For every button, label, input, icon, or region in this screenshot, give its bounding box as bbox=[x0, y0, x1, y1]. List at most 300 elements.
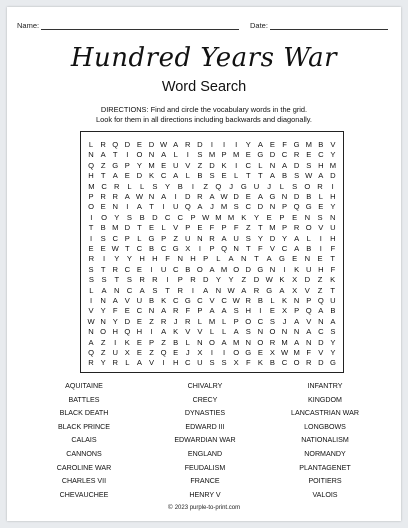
grid-letter[interactable]: D bbox=[233, 192, 239, 201]
grid-letter[interactable]: U bbox=[305, 264, 312, 274]
grid-letter[interactable]: U bbox=[160, 264, 167, 274]
grid-letter[interactable]: R bbox=[152, 275, 158, 285]
grid-letter[interactable]: D bbox=[124, 223, 131, 233]
grid-letter[interactable]: H bbox=[112, 327, 118, 337]
grid-letter[interactable]: H bbox=[190, 254, 196, 264]
grid-letter[interactable]: O bbox=[101, 212, 108, 222]
grid-letter[interactable]: Y bbox=[330, 202, 336, 212]
grid-letter[interactable]: C bbox=[124, 264, 131, 274]
grid-letter[interactable]: M bbox=[220, 202, 228, 212]
grid-letter[interactable]: A bbox=[203, 285, 209, 295]
grid-letter[interactable]: R bbox=[112, 358, 118, 368]
grid-letter[interactable]: E bbox=[266, 212, 272, 222]
grid-letter[interactable]: C bbox=[245, 202, 251, 212]
grid-letter[interactable]: A bbox=[266, 254, 272, 264]
grid-letter[interactable]: U bbox=[136, 296, 143, 305]
grid-letter[interactable]: O bbox=[245, 316, 252, 326]
grid-letter[interactable]: I bbox=[186, 150, 189, 160]
grid-letter[interactable]: L bbox=[234, 171, 239, 181]
grid-letter[interactable]: S bbox=[245, 233, 251, 243]
grid-letter[interactable]: A bbox=[124, 192, 130, 201]
grid-letter[interactable]: U bbox=[253, 181, 260, 191]
grid-letter[interactable]: H bbox=[245, 306, 251, 316]
grid-letter[interactable]: A bbox=[136, 358, 142, 368]
grid-letter[interactable]: E bbox=[306, 150, 312, 160]
grid-letter[interactable]: R bbox=[305, 358, 312, 368]
grid-letter[interactable]: T bbox=[100, 171, 106, 181]
grid-letter[interactable]: A bbox=[161, 327, 167, 337]
grid-letter[interactable]: I bbox=[283, 264, 286, 274]
grid-letter[interactable]: D bbox=[293, 192, 300, 201]
grid-letter[interactable]: R bbox=[190, 275, 196, 285]
grid-letter[interactable]: C bbox=[318, 150, 324, 160]
grid-letter[interactable]: Q bbox=[88, 348, 94, 357]
grid-letter[interactable]: C bbox=[221, 296, 227, 305]
grid-letter[interactable]: E bbox=[197, 223, 203, 233]
grid-letter[interactable]: X bbox=[292, 285, 298, 295]
grid-letter[interactable]: I bbox=[90, 212, 93, 222]
grid-letter[interactable]: N bbox=[197, 233, 203, 243]
grid-letter[interactable]: E bbox=[136, 348, 142, 357]
grid-letter[interactable]: B bbox=[330, 306, 336, 316]
grid-letter[interactable]: G bbox=[245, 348, 252, 357]
grid-letter[interactable]: S bbox=[209, 358, 215, 368]
grid-letter[interactable]: G bbox=[278, 254, 285, 264]
grid-letter[interactable]: S bbox=[88, 275, 94, 285]
grid-letter[interactable]: M bbox=[305, 140, 312, 149]
grid-letter[interactable]: A bbox=[221, 233, 227, 243]
grid-letter[interactable]: M bbox=[293, 348, 300, 357]
grid-letter[interactable]: L bbox=[161, 223, 166, 233]
grid-letter[interactable]: E bbox=[136, 337, 142, 347]
grid-letter[interactable]: R bbox=[253, 285, 260, 295]
grid-letter[interactable]: A bbox=[173, 171, 179, 181]
grid-letter[interactable]: H bbox=[136, 327, 143, 337]
grid-letter[interactable]: U bbox=[330, 223, 336, 233]
grid-letter[interactable]: N bbox=[269, 202, 276, 212]
grid-letter[interactable]: I bbox=[89, 233, 93, 243]
grid-letter[interactable]: C bbox=[112, 233, 118, 243]
grid-letter[interactable]: P bbox=[233, 316, 239, 326]
grid-letter[interactable]: B bbox=[100, 223, 106, 233]
grid-letter[interactable]: P bbox=[148, 337, 155, 347]
grid-letter[interactable]: R bbox=[185, 316, 191, 326]
grid-letter[interactable]: O bbox=[88, 202, 94, 212]
grid-letter[interactable]: S bbox=[152, 285, 158, 295]
grid-letter[interactable]: I bbox=[162, 358, 165, 368]
grid-letter[interactable]: I bbox=[198, 244, 201, 253]
grid-letter[interactable]: F bbox=[185, 306, 191, 316]
grid-letter[interactable]: U bbox=[172, 202, 179, 212]
grid-letter[interactable]: C bbox=[126, 285, 133, 295]
grid-letter[interactable]: Y bbox=[330, 337, 336, 347]
grid-letter[interactable]: M bbox=[269, 223, 276, 233]
grid-letter[interactable]: N bbox=[197, 337, 203, 347]
grid-letter[interactable]: S bbox=[233, 202, 239, 212]
grid-letter[interactable]: V bbox=[88, 306, 94, 316]
grid-letter[interactable]: A bbox=[294, 337, 300, 347]
grid-letter[interactable]: V bbox=[269, 244, 275, 253]
grid-letter[interactable]: B bbox=[306, 244, 312, 253]
grid-letter[interactable]: I bbox=[114, 337, 117, 347]
grid-letter[interactable]: I bbox=[223, 140, 226, 149]
grid-letter[interactable]: O bbox=[233, 264, 240, 274]
grid-letter[interactable]: S bbox=[152, 181, 158, 191]
grid-letter[interactable]: A bbox=[139, 285, 145, 295]
grid-letter[interactable]: E bbox=[257, 348, 263, 357]
grid-letter[interactable]: P bbox=[279, 212, 285, 222]
grid-letter[interactable]: Y bbox=[114, 212, 120, 222]
grid-letter[interactable]: J bbox=[267, 181, 272, 191]
grid-letter[interactable]: G bbox=[305, 202, 312, 212]
grid-letter[interactable]: C bbox=[172, 264, 179, 274]
grid-letter[interactable]: C bbox=[177, 212, 184, 222]
grid-letter[interactable]: A bbox=[318, 306, 324, 316]
grid-letter[interactable]: D bbox=[197, 140, 203, 149]
grid-letter[interactable]: X bbox=[124, 348, 130, 357]
grid-letter[interactable]: G bbox=[266, 285, 273, 295]
grid-letter[interactable]: B bbox=[269, 358, 275, 368]
grid-letter[interactable]: D bbox=[148, 140, 155, 149]
grid-letter[interactable]: R bbox=[185, 140, 191, 149]
grid-letter[interactable]: P bbox=[282, 202, 288, 212]
grid-letter[interactable]: I bbox=[319, 233, 322, 243]
grid-letter[interactable]: E bbox=[161, 160, 167, 170]
name-field[interactable] bbox=[41, 21, 239, 30]
grid-letter[interactable]: P bbox=[221, 223, 227, 233]
grid-letter[interactable]: E bbox=[269, 306, 275, 316]
grid-letter[interactable]: P bbox=[221, 150, 227, 160]
grid-letter[interactable]: N bbox=[269, 160, 276, 170]
grid-letter[interactable]: A bbox=[294, 244, 300, 253]
grid-letter[interactable]: N bbox=[88, 327, 94, 337]
grid-letter[interactable]: Z bbox=[161, 337, 166, 347]
grid-letter[interactable]: D bbox=[304, 275, 311, 285]
grid-letter[interactable]: K bbox=[330, 275, 336, 285]
grid-letter[interactable]: O bbox=[136, 150, 143, 160]
grid-letter[interactable]: D bbox=[293, 160, 300, 170]
grid-letter[interactable]: V bbox=[185, 160, 191, 170]
grid-letter[interactable]: P bbox=[209, 244, 215, 253]
grid-letter[interactable]: Y bbox=[245, 140, 251, 149]
grid-letter[interactable]: H bbox=[330, 192, 336, 201]
grid-letter[interactable]: I bbox=[150, 264, 153, 274]
grid-letter[interactable]: S bbox=[317, 212, 323, 222]
grid-letter[interactable]: A bbox=[88, 337, 94, 347]
grid-letter[interactable]: E bbox=[245, 150, 251, 160]
grid-letter[interactable]: I bbox=[191, 181, 195, 191]
grid-letter[interactable]: L bbox=[127, 181, 132, 191]
grid-letter[interactable]: A bbox=[209, 264, 215, 274]
grid-letter[interactable]: M bbox=[208, 316, 216, 326]
grid-letter[interactable]: Y bbox=[257, 233, 263, 243]
grid-letter[interactable]: F bbox=[330, 264, 336, 274]
grid-letter[interactable]: R bbox=[293, 223, 300, 233]
grid-letter[interactable]: Q bbox=[215, 181, 222, 191]
grid-letter[interactable]: T bbox=[114, 275, 120, 285]
grid-letter[interactable]: O bbox=[233, 348, 240, 357]
grid-letter[interactable]: C bbox=[281, 358, 288, 368]
grid-letter[interactable]: Z bbox=[100, 160, 106, 170]
grid-letter[interactable]: N bbox=[148, 192, 155, 201]
grid-letter[interactable]: I bbox=[126, 202, 129, 212]
grid-letter[interactable]: M bbox=[220, 264, 228, 274]
grid-letter[interactable]: F bbox=[165, 254, 170, 264]
grid-letter[interactable]: B bbox=[306, 192, 312, 201]
grid-letter[interactable]: T bbox=[149, 202, 154, 212]
grid-letter[interactable]: I bbox=[191, 285, 195, 295]
grid-letter[interactable]: A bbox=[112, 171, 118, 181]
grid-letter[interactable]: E bbox=[148, 223, 155, 233]
grid-letter[interactable]: X bbox=[233, 358, 239, 368]
grid-letter[interactable]: R bbox=[269, 337, 276, 347]
grid-letter[interactable]: Z bbox=[317, 275, 323, 285]
grid-letter[interactable]: A bbox=[112, 296, 118, 305]
grid-letter[interactable]: M bbox=[281, 337, 288, 347]
grid-letter[interactable]: O bbox=[269, 327, 276, 337]
grid-letter[interactable]: X bbox=[185, 244, 191, 253]
grid-letter[interactable]: E bbox=[88, 244, 94, 253]
grid-letter[interactable]: U bbox=[330, 296, 336, 305]
grid-letter[interactable]: W bbox=[111, 244, 119, 253]
grid-letter[interactable]: H bbox=[152, 254, 158, 264]
grid-letter[interactable]: M bbox=[227, 212, 235, 222]
grid-letter[interactable]: G bbox=[184, 296, 191, 305]
grid-letter[interactable]: A bbox=[318, 171, 324, 181]
grid-letter[interactable]: A bbox=[233, 327, 239, 337]
grid-letter[interactable]: N bbox=[304, 212, 311, 222]
grid-letter[interactable]: N bbox=[241, 254, 247, 264]
grid-letter[interactable]: W bbox=[305, 171, 313, 181]
grid-letter[interactable]: D bbox=[136, 171, 143, 181]
grid-letter[interactable]: J bbox=[210, 202, 214, 212]
grid-letter[interactable]: P bbox=[161, 233, 167, 243]
grid-letter[interactable]: J bbox=[185, 348, 190, 357]
grid-letter[interactable]: A bbox=[173, 140, 179, 149]
grid-letter[interactable]: V bbox=[185, 327, 191, 337]
grid-letter[interactable]: E bbox=[292, 254, 298, 264]
grid-letter[interactable]: L bbox=[318, 192, 323, 201]
grid-letter[interactable]: X bbox=[282, 306, 288, 316]
grid-letter[interactable]: A bbox=[294, 316, 300, 326]
grid-letter[interactable]: B bbox=[148, 244, 155, 253]
grid-letter[interactable]: N bbox=[257, 327, 264, 337]
grid-letter[interactable]: Z bbox=[197, 160, 203, 170]
grid-letter[interactable]: Y bbox=[215, 275, 221, 285]
grid-letter[interactable]: S bbox=[209, 171, 215, 181]
grid-letter[interactable]: C bbox=[281, 150, 288, 160]
grid-letter[interactable]: I bbox=[259, 306, 262, 316]
grid-letter[interactable]: V bbox=[148, 358, 155, 368]
grid-letter[interactable]: G bbox=[293, 140, 300, 149]
grid-letter[interactable]: T bbox=[258, 171, 263, 181]
grid-letter[interactable]: C bbox=[136, 244, 143, 253]
grid-letter[interactable]: R bbox=[172, 306, 179, 316]
grid-letter[interactable]: P bbox=[203, 254, 209, 264]
grid-letter[interactable]: R bbox=[100, 140, 106, 149]
grid-letter[interactable]: M bbox=[233, 150, 240, 160]
grid-letter[interactable]: Y bbox=[282, 233, 288, 243]
grid-letter[interactable]: E bbox=[269, 140, 275, 149]
grid-letter[interactable]: A bbox=[282, 160, 288, 170]
grid-letter[interactable]: D bbox=[185, 192, 191, 201]
grid-letter[interactable]: X bbox=[269, 348, 275, 357]
grid-letter[interactable]: Z bbox=[241, 275, 247, 285]
grid-letter[interactable]: N bbox=[293, 296, 300, 305]
grid-letter[interactable]: I bbox=[166, 275, 169, 285]
grid-letter[interactable]: N bbox=[148, 306, 155, 316]
grid-letter[interactable]: L bbox=[173, 150, 178, 160]
grid-letter[interactable]: C bbox=[281, 244, 288, 253]
grid-letter[interactable]: V bbox=[318, 223, 324, 233]
grid-letter[interactable]: T bbox=[258, 223, 263, 233]
grid-letter[interactable]: I bbox=[162, 202, 165, 212]
grid-letter[interactable]: E bbox=[124, 306, 130, 316]
grid-letter[interactable]: P bbox=[185, 223, 191, 233]
grid-letter[interactable]: L bbox=[216, 254, 221, 264]
grid-letter[interactable]: N bbox=[281, 192, 288, 201]
grid-letter[interactable]: N bbox=[281, 327, 288, 337]
grid-letter[interactable]: G bbox=[172, 244, 179, 253]
grid-letter[interactable]: A bbox=[294, 233, 300, 243]
grid-letter[interactable]: R bbox=[112, 192, 118, 201]
grid-letter[interactable]: G bbox=[148, 233, 155, 243]
grid-letter[interactable]: Z bbox=[149, 348, 154, 357]
grid-letter[interactable]: H bbox=[330, 233, 336, 243]
grid-letter[interactable]: I bbox=[223, 348, 226, 357]
grid-letter[interactable]: Z bbox=[100, 337, 106, 347]
grid-letter[interactable]: R bbox=[139, 275, 145, 285]
grid-letter[interactable]: Y bbox=[112, 316, 118, 326]
grid-letter[interactable]: K bbox=[241, 212, 247, 222]
grid-letter[interactable]: U bbox=[197, 358, 203, 368]
grid-letter[interactable]: R bbox=[197, 192, 203, 201]
grid-letter[interactable]: S bbox=[294, 171, 300, 181]
grid-letter[interactable]: N bbox=[305, 337, 312, 347]
grid-letter[interactable]: I bbox=[319, 244, 322, 253]
grid-letter[interactable]: M bbox=[329, 160, 337, 170]
grid-letter[interactable]: E bbox=[100, 244, 106, 253]
grid-letter[interactable]: A bbox=[161, 306, 167, 316]
grid-letter[interactable]: P bbox=[197, 306, 203, 316]
grid-letter[interactable]: R bbox=[88, 254, 95, 264]
grid-letter[interactable]: Y bbox=[165, 181, 171, 191]
grid-letter[interactable]: M bbox=[88, 181, 95, 191]
grid-letter[interactable]: L bbox=[125, 358, 130, 368]
grid-letter[interactable]: I bbox=[210, 348, 214, 357]
grid-letter[interactable]: D bbox=[152, 212, 158, 222]
grid-letter[interactable]: B bbox=[173, 337, 179, 347]
grid-letter[interactable]: Q bbox=[305, 306, 312, 316]
grid-letter[interactable]: V bbox=[318, 348, 324, 357]
grid-letter[interactable]: N bbox=[304, 254, 311, 264]
grid-letter[interactable]: Y bbox=[228, 275, 234, 285]
grid-letter[interactable]: P bbox=[294, 306, 300, 316]
grid-letter[interactable]: T bbox=[245, 171, 251, 181]
grid-letter[interactable]: I bbox=[102, 254, 106, 264]
grid-letter[interactable]: Y bbox=[330, 150, 336, 160]
grid-letter[interactable]: P bbox=[306, 296, 312, 305]
grid-letter[interactable]: N bbox=[100, 296, 106, 305]
grid-letter[interactable]: Y bbox=[136, 160, 142, 170]
grid-letter[interactable]: A bbox=[306, 327, 312, 337]
grid-letter[interactable]: A bbox=[161, 192, 167, 201]
grid-letter[interactable]: G bbox=[329, 358, 336, 368]
grid-letter[interactable]: B bbox=[148, 296, 155, 305]
grid-letter[interactable]: V bbox=[304, 285, 310, 295]
grid-letter[interactable]: R bbox=[112, 264, 118, 274]
grid-letter[interactable]: H bbox=[172, 358, 179, 368]
grid-letter[interactable]: S bbox=[269, 316, 275, 326]
grid-letter[interactable]: Q bbox=[112, 140, 119, 149]
grid-letter[interactable]: V bbox=[306, 316, 312, 326]
grid-letter[interactable]: W bbox=[160, 140, 168, 149]
grid-letter[interactable]: L bbox=[279, 181, 285, 191]
grid-letter[interactable]: T bbox=[245, 244, 251, 253]
grid-letter[interactable]: S bbox=[88, 264, 94, 274]
grid-letter[interactable]: U bbox=[185, 233, 191, 243]
grid-letter[interactable]: L bbox=[209, 327, 215, 337]
grid-letter[interactable]: Y bbox=[114, 254, 120, 264]
grid-letter[interactable]: D bbox=[245, 264, 251, 274]
grid-letter[interactable]: C bbox=[160, 244, 167, 253]
grid-letter[interactable]: D bbox=[318, 358, 324, 368]
grid-letter[interactable]: F bbox=[282, 140, 287, 149]
grid-letter[interactable]: I bbox=[235, 140, 238, 149]
grid-letter[interactable]: T bbox=[254, 254, 259, 264]
grid-letter[interactable]: L bbox=[270, 296, 275, 305]
grid-letter[interactable]: C bbox=[318, 327, 324, 337]
grid-letter[interactable]: S bbox=[126, 212, 132, 222]
grid-letter[interactable]: R bbox=[177, 285, 184, 295]
grid-letter[interactable]: R bbox=[88, 358, 94, 368]
grid-letter[interactable]: H bbox=[318, 264, 324, 274]
grid-letter[interactable]: T bbox=[100, 264, 106, 274]
grid-letter[interactable]: W bbox=[227, 285, 235, 295]
grid-letter[interactable]: I bbox=[210, 140, 214, 149]
grid-letter[interactable]: R bbox=[100, 192, 106, 201]
grid-letter[interactable]: P bbox=[124, 160, 130, 170]
grid-letter[interactable]: R bbox=[317, 181, 323, 191]
grid-letter[interactable]: S bbox=[100, 233, 106, 243]
grid-letter[interactable]: F bbox=[306, 348, 312, 357]
grid-letter[interactable]: P bbox=[190, 212, 196, 222]
grid-letter[interactable]: H bbox=[88, 171, 94, 181]
grid-letter[interactable]: T bbox=[165, 285, 170, 295]
grid-letter[interactable]: Z bbox=[317, 285, 323, 295]
grid-letter[interactable]: R bbox=[114, 181, 120, 191]
grid-letter[interactable]: Y bbox=[126, 254, 132, 264]
grid-letter[interactable]: U bbox=[112, 348, 118, 357]
grid-letter[interactable]: L bbox=[137, 233, 142, 243]
grid-letter[interactable]: T bbox=[330, 254, 336, 264]
grid-letter[interactable]: O bbox=[304, 181, 311, 191]
grid-letter[interactable]: Z bbox=[173, 233, 179, 243]
grid-letter[interactable]: V bbox=[197, 327, 203, 337]
grid-letter[interactable]: D bbox=[269, 233, 276, 243]
grid-letter[interactable]: W bbox=[280, 348, 289, 357]
grid-letter[interactable]: G bbox=[257, 264, 264, 274]
grid-letter[interactable]: F bbox=[209, 223, 215, 233]
grid-letter[interactable]: I bbox=[150, 327, 153, 337]
grid-letter[interactable]: Z bbox=[100, 348, 106, 357]
grid-letter[interactable]: H bbox=[139, 254, 145, 264]
grid-letter[interactable]: N bbox=[88, 150, 94, 160]
grid-letter[interactable]: C bbox=[245, 160, 251, 170]
grid-letter[interactable]: U bbox=[172, 160, 179, 170]
grid-letter[interactable]: Y bbox=[100, 306, 106, 316]
grid-letter[interactable]: V bbox=[330, 140, 336, 149]
